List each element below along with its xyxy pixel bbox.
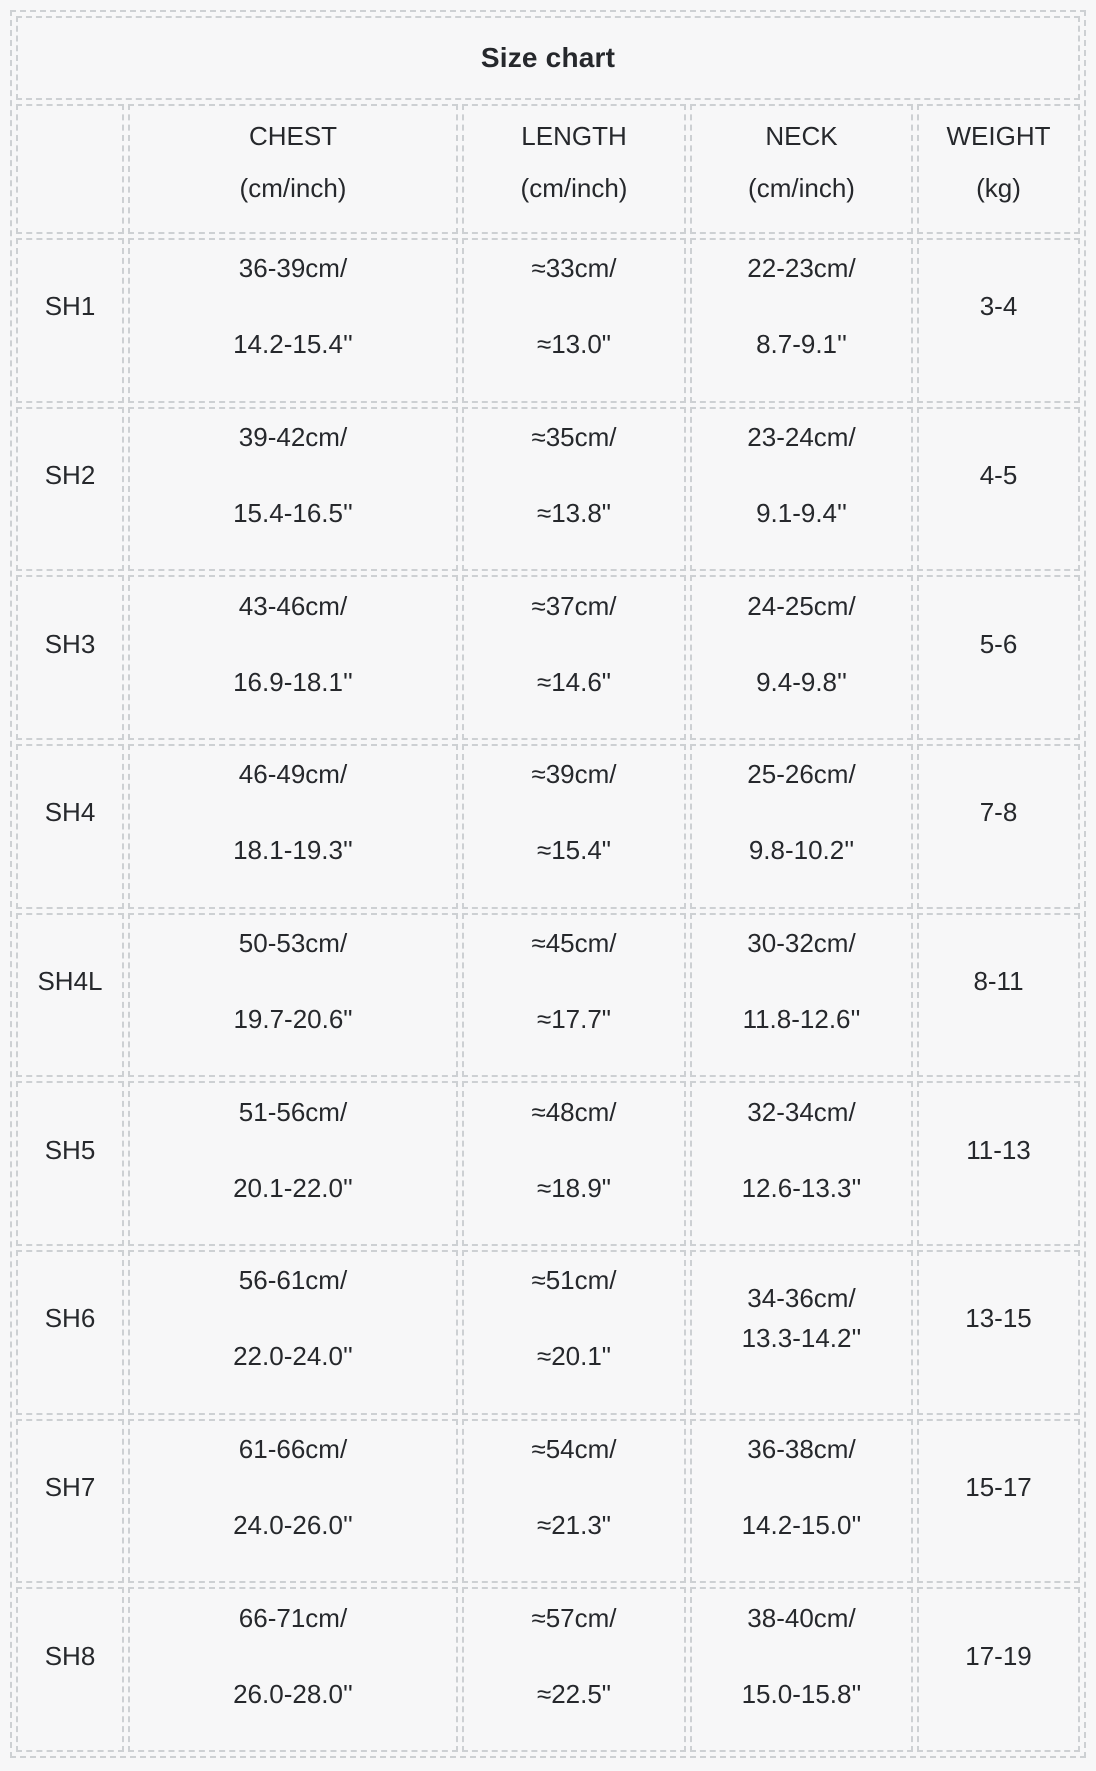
cell-line: ≈45cm/ <box>531 927 617 958</box>
cell-line: ≈33cm/ <box>531 253 617 284</box>
cell-line: ≈35cm/ <box>531 421 617 452</box>
cell-line: ≈57cm/ <box>531 1602 617 1633</box>
column-unit: (cm/inch) <box>239 173 347 203</box>
cell-line: 24-25cm/ <box>747 590 856 621</box>
length-cell <box>462 1419 686 1584</box>
weight-cell <box>917 1081 1080 1246</box>
size-cell <box>16 1250 124 1415</box>
cell-line: ≈22.5" <box>536 1678 612 1709</box>
cell-line: 30-32cm/ <box>747 927 856 958</box>
cell-line: 17-19 <box>965 1640 1032 1671</box>
chest-cell <box>128 575 458 740</box>
cell-line: 23-24cm/ <box>747 421 856 452</box>
cell-line: 15-17 <box>965 1471 1032 1502</box>
cell-line: 11-13 <box>966 1134 1031 1165</box>
cell-line: 22.0-24.0'' <box>233 1341 353 1372</box>
neck-cell <box>690 407 913 572</box>
cell-line: 19.7-20.6" <box>233 1003 353 1034</box>
column-unit: (cm/inch) <box>748 173 855 203</box>
size-cell <box>16 407 124 572</box>
cell-line: 46-49cm/ <box>238 759 348 790</box>
cell-line: 61-66cm/ <box>238 1433 348 1464</box>
cell-line: 36-38cm/ <box>747 1433 856 1464</box>
cell-line: 8-11 <box>973 965 1024 996</box>
cell-line: ≈21.3" <box>536 1509 612 1540</box>
cell-line: 7-8 <box>979 797 1018 828</box>
column-header: CHEST <box>248 121 338 151</box>
cell-line: 9.4-9.8'' <box>756 666 847 697</box>
cell-line: ≈17.7" <box>536 1003 612 1034</box>
header-cell-length <box>462 104 686 234</box>
chest-cell <box>128 744 458 909</box>
cell-line: 15.0-15.8'' <box>741 1678 862 1709</box>
size-cell <box>16 1587 124 1752</box>
cell-line: 9.8-10.2'' <box>748 835 855 866</box>
cell-line: ≈15.4" <box>536 835 612 866</box>
chest-cell <box>128 407 458 572</box>
cell-line: 26.0-28.0'' <box>233 1678 353 1709</box>
cell-line: 4-5 <box>979 459 1018 490</box>
neck-cell <box>690 913 913 1078</box>
cell-line: 5-6 <box>979 628 1018 659</box>
cell-line: 25-26cm/ <box>747 759 856 790</box>
column-header: NECK <box>765 121 838 151</box>
size-label: SH2 <box>44 459 96 490</box>
neck-cell <box>690 1250 913 1415</box>
cell-line: 18.1-19.3'' <box>233 835 353 866</box>
weight-cell <box>917 1587 1080 1752</box>
cell-line: 11.8-12.6'' <box>742 1003 861 1034</box>
cell-line: 3-4 <box>979 291 1018 322</box>
size-label: SH4 <box>44 797 96 828</box>
size-label: SH3 <box>44 628 96 659</box>
chest-cell <box>128 913 458 1078</box>
cell-line: 24.0-26.0'' <box>233 1509 353 1540</box>
length-cell <box>462 913 686 1078</box>
cell-line: 8.7-9.1'' <box>756 329 847 360</box>
size-cell <box>16 1081 124 1246</box>
cell-line: ≈48cm/ <box>531 1096 617 1127</box>
weight-cell <box>917 744 1080 909</box>
column-header: LENGTH <box>521 121 627 151</box>
cell-line: 16.9-18.1'' <box>233 666 353 697</box>
cell-line: 15.4-16.5'' <box>233 497 353 528</box>
column-header: WEIGHT <box>946 121 1051 151</box>
length-cell <box>462 1081 686 1246</box>
length-cell <box>462 407 686 572</box>
size-cell <box>16 913 124 1078</box>
length-cell <box>462 744 686 909</box>
size-label: SH6 <box>44 1303 96 1334</box>
header-cell-size <box>16 104 124 234</box>
cell-line: 39-42cm/ <box>238 421 348 452</box>
cell-line: 22-23cm/ <box>747 253 856 284</box>
header-cell-neck <box>690 104 913 234</box>
size-label: SH8 <box>44 1640 96 1671</box>
neck-cell <box>690 1419 913 1584</box>
neck-cell <box>690 744 913 909</box>
cell-line: 20.1-22.0'' <box>233 1172 353 1203</box>
cell-line: 50-53cm/ <box>238 927 348 958</box>
size-cell <box>16 238 124 403</box>
length-cell <box>462 1587 686 1752</box>
cell-line: ≈14.6" <box>536 666 612 697</box>
chest-cell <box>128 1419 458 1584</box>
cell-line: ≈13.8" <box>536 497 612 528</box>
cell-line: 14.2-15.4'' <box>233 329 353 360</box>
page-title: Size chart <box>480 42 616 73</box>
cell-line: 51-56cm/ <box>238 1096 348 1127</box>
size-cell <box>16 744 124 909</box>
cell-line: ≈18.9" <box>536 1172 612 1203</box>
cell-line: 13.3-14.2'' <box>741 1323 862 1354</box>
header-cell-weight <box>917 104 1080 234</box>
neck-cell <box>690 575 913 740</box>
weight-cell <box>917 238 1080 403</box>
cell-line: 32-34cm/ <box>747 1096 856 1127</box>
length-cell <box>462 1250 686 1415</box>
cell-line: ≈20.1" <box>536 1341 612 1372</box>
cell-line: ≈13.0" <box>536 329 612 360</box>
cell-line: 13-15 <box>965 1303 1032 1334</box>
size-chart-title-cell <box>16 16 1080 100</box>
header-cell-chest <box>128 104 458 234</box>
neck-cell <box>690 238 913 403</box>
length-cell <box>462 238 686 403</box>
chest-cell <box>128 1587 458 1752</box>
cell-line: 14.2-15.0'' <box>741 1509 862 1540</box>
column-unit: (cm/inch) <box>520 173 628 203</box>
cell-line: 9.1-9.4'' <box>756 497 847 528</box>
cell-line: ≈37cm/ <box>531 590 617 621</box>
cell-line: 56-61cm/ <box>238 1265 348 1296</box>
cell-line: 36-39cm/ <box>238 253 348 284</box>
size-label: SH5 <box>44 1134 96 1165</box>
cell-line: 34-36cm/ <box>747 1283 856 1314</box>
length-cell <box>462 575 686 740</box>
size-cell <box>16 575 124 740</box>
weight-cell <box>917 575 1080 740</box>
weight-cell <box>917 1419 1080 1584</box>
neck-cell <box>690 1587 913 1752</box>
weight-cell <box>917 913 1080 1078</box>
chest-cell <box>128 238 458 403</box>
size-cell <box>16 1419 124 1584</box>
column-unit: (kg) <box>976 173 1021 203</box>
chest-cell <box>128 1081 458 1246</box>
cell-line: ≈51cm/ <box>531 1265 617 1296</box>
neck-cell <box>690 1081 913 1246</box>
size-label: SH4L <box>37 965 103 996</box>
chest-cell <box>128 1250 458 1415</box>
size-label: SH1 <box>44 291 96 322</box>
cell-line: 38-40cm/ <box>747 1602 856 1633</box>
weight-cell <box>917 1250 1080 1415</box>
cell-line: 43-46cm/ <box>238 590 348 621</box>
size-chart-table <box>10 10 1086 1758</box>
cell-line: 12.6-13.3'' <box>741 1172 862 1203</box>
size-label: SH7 <box>44 1471 96 1502</box>
weight-cell <box>917 407 1080 572</box>
cell-line: ≈54cm/ <box>531 1433 617 1464</box>
cell-line: 66-71cm/ <box>238 1602 348 1633</box>
cell-line: ≈39cm/ <box>531 759 617 790</box>
